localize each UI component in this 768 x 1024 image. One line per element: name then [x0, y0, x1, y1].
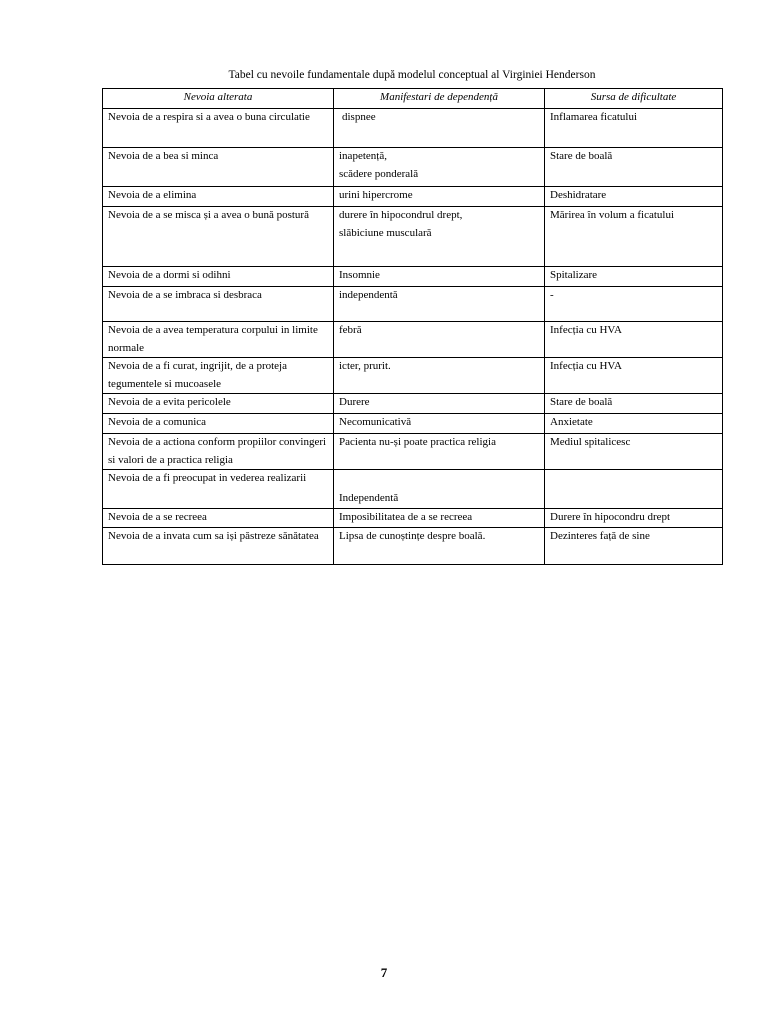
source-cell: Infecția cu HVA	[545, 322, 723, 358]
manifestation-cell	[334, 394, 545, 414]
manifestation-line: dispnee	[342, 111, 376, 123]
manifestation-cell	[334, 358, 545, 394]
manifestation-cell	[334, 148, 545, 187]
manifestation-cell	[334, 287, 545, 322]
table-row	[103, 527, 723, 564]
table-row	[103, 358, 723, 394]
table-row	[103, 148, 723, 187]
table-row	[103, 109, 723, 148]
needs-table	[102, 88, 723, 565]
need-cell: Nevoia de a elimina	[103, 187, 334, 207]
header-need: Nevoia alterata	[103, 89, 334, 109]
manifestation-cell	[334, 187, 545, 207]
manifestation-line: Lipsa de cunoștințe despre boală.	[339, 529, 486, 542]
need-cell: Nevoia de a avea temperatura corpului in limite normale	[103, 322, 334, 358]
table-row	[103, 508, 723, 527]
need-cell: Nevoia de a comunica	[103, 414, 334, 434]
manifestation-cell	[334, 207, 545, 267]
manifestation-line: Imposibilitatea de a se recreea	[339, 510, 473, 523]
table-row	[103, 470, 723, 509]
manifestation-cell	[334, 414, 545, 434]
need-cell: Nevoia de a se imbraca si desbraca	[103, 287, 334, 322]
source-cell: Mărirea în volum a ficatului	[545, 207, 723, 267]
need-cell: Nevoia de a respira si a avea o buna circulatie	[103, 109, 334, 148]
table-row	[103, 322, 723, 358]
source-cell: -	[545, 287, 723, 322]
source-cell: Inflamarea ficatului	[545, 109, 723, 148]
table-row	[103, 434, 723, 470]
manifestation-cell	[334, 267, 545, 287]
header-source: Sursa de dificultate	[545, 89, 723, 109]
table-row	[103, 207, 723, 267]
need-cell: Nevoia de a bea si minca	[103, 148, 334, 187]
manifestation-cell	[334, 508, 545, 527]
manifestation-line: inapetență,	[339, 150, 387, 162]
source-cell: Infecția cu HVA	[545, 358, 723, 394]
source-cell: Durere în hipocondru drept	[545, 508, 723, 527]
manifestation-line: independentă	[339, 289, 398, 301]
manifestation-line: scădere ponderală	[339, 167, 419, 180]
need-cell: Nevoia de a se misca și a avea o bună postură	[103, 207, 334, 267]
source-cell: Deshidratare	[545, 187, 723, 207]
source-cell: Dezinteres față de sine	[545, 527, 723, 564]
manifestation-cell	[334, 109, 545, 148]
table-row	[103, 287, 723, 322]
need-cell: Nevoia de a dormi si odihni	[103, 267, 334, 287]
source-cell: Spitalizare	[545, 267, 723, 287]
table-row	[103, 394, 723, 414]
source-cell: Stare de boală	[545, 394, 723, 414]
manifestation-cell	[334, 470, 545, 509]
table-header-row	[103, 89, 723, 109]
need-cell: Nevoia de a fi curat, ingrijit, de a proteja tegumentele si mucoasele	[103, 358, 334, 394]
manifestation-line: icter, prurit.	[339, 360, 391, 372]
table-row	[103, 267, 723, 287]
need-cell: Nevoia de a fi preocupat in vederea realizarii	[103, 470, 334, 509]
need-cell: Nevoia de a se recreea	[103, 508, 334, 527]
manifestation-line: Durere	[339, 396, 370, 408]
header-manifestations: Manifestari de dependență	[334, 89, 545, 109]
source-cell	[545, 470, 723, 509]
manifestation-line: Insomnie	[339, 269, 380, 281]
manifestation-cell	[334, 434, 545, 470]
manifestation-line: durere în hipocondrul drept,	[339, 209, 463, 221]
source-cell: Stare de boală	[545, 148, 723, 187]
manifestation-line: urini hipercrome	[339, 189, 413, 201]
source-cell: Anxietate	[545, 414, 723, 434]
table-row	[103, 414, 723, 434]
table-row	[103, 187, 723, 207]
manifestation-cell	[334, 527, 545, 564]
need-cell: Nevoia de a invata cum sa iși păstreze sănătatea	[103, 527, 334, 564]
manifestation-line: Pacienta nu-și poate practica religia	[339, 436, 496, 448]
manifestation-line: Necomunicativă	[339, 416, 412, 428]
source-cell: Mediul spitalicesc	[545, 434, 723, 470]
table-caption: Tabel cu nevoile fundamentale după modelul conceptual al Virginiei Henderson	[228, 69, 596, 81]
manifestation-line: Independentă	[339, 492, 399, 504]
manifestation-line: febră	[339, 324, 362, 336]
manifestation-line: slăbiciune musculară	[339, 226, 432, 239]
need-cell: Nevoia de a actiona conform propiilor convingeri si valori de a practica religia	[103, 434, 334, 470]
need-cell: Nevoia de a evita pericolele	[103, 394, 334, 414]
page-number: 7	[380, 965, 388, 980]
manifestation-cell	[334, 322, 545, 358]
